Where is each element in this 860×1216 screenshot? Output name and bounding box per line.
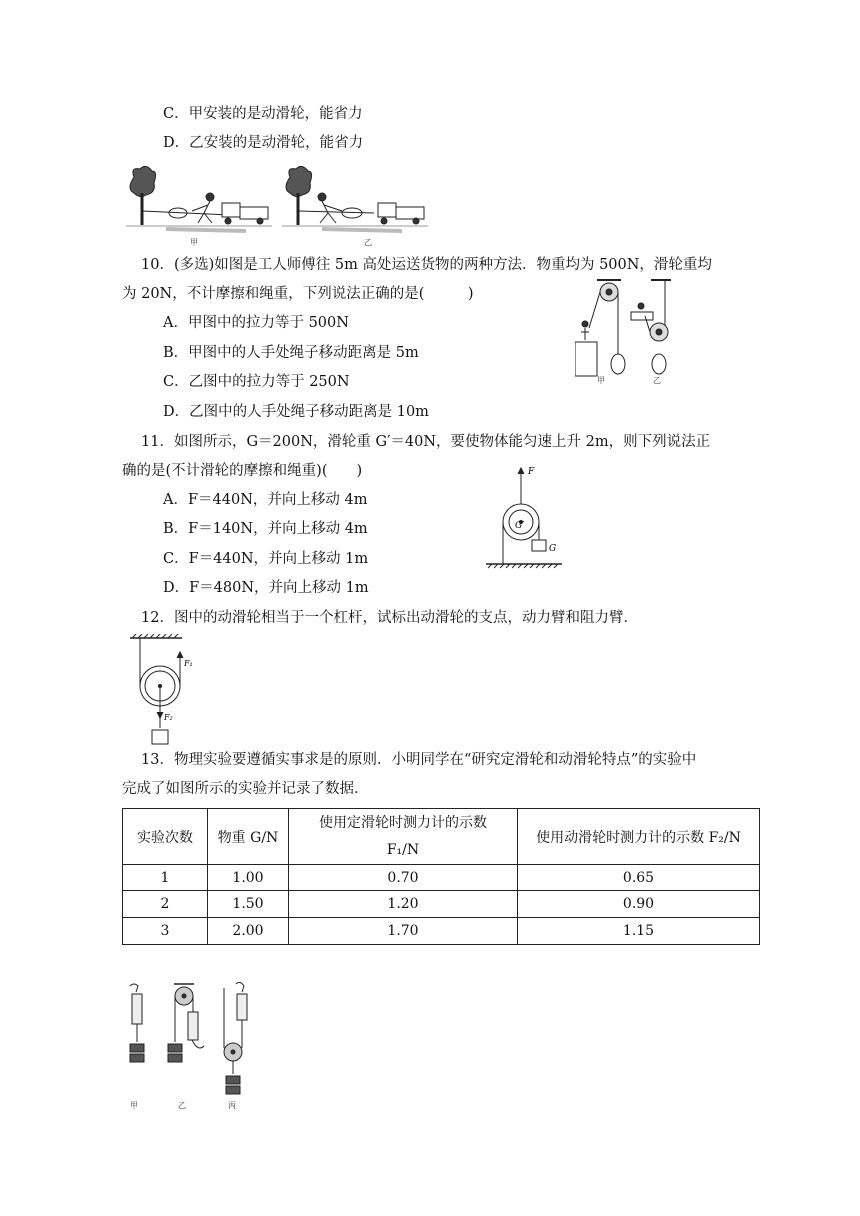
cell-f1: 0.70	[289, 865, 518, 891]
q12-stem: 12．图中的动滑轮相当于一个杠杆，试标出动滑轮的支点，动力臂和阻力臂．	[141, 610, 638, 626]
q13-figure	[124, 982, 254, 1112]
header-weight: 物重 G/N	[208, 809, 289, 865]
q11-option-c: C．F＝440N，并向上移动 1m	[163, 551, 369, 567]
force-label: F	[528, 467, 535, 477]
q10-option-a: A．甲图中的拉力等于 500N	[163, 315, 349, 331]
q11-option-b: B．F＝140N，并向上移动 4m	[163, 521, 368, 537]
q10-label-jia: 甲	[597, 376, 605, 385]
table-row	[123, 865, 760, 891]
q11-option-d: D．F＝480N，并向上移动 1m	[163, 580, 369, 596]
experiment-table	[122, 808, 760, 945]
q11-option-a: A．F＝440N，并向上移动 4m	[163, 492, 368, 508]
q10-figure	[575, 276, 695, 386]
q9-option-c: C．甲安装的是动滑轮，能省力	[163, 106, 363, 122]
pulley-label: G′	[515, 521, 525, 531]
f2-label: F₂	[164, 713, 173, 722]
cell-weight: 2.00	[208, 918, 289, 945]
q9-figure	[126, 165, 432, 247]
cell-trial: 1	[123, 865, 208, 891]
q9-option-d: D．乙安装的是动滑轮，能省力	[163, 135, 364, 151]
header-fixed-pulley	[289, 809, 518, 865]
setup-bing	[224, 982, 247, 1094]
table-row	[123, 891, 760, 918]
setup-jia	[130, 984, 144, 1062]
tree-scene-yi	[282, 166, 428, 231]
q10-option-c: C．乙图中的拉力等于 250N	[163, 374, 350, 390]
q11-stem-line1: 11．如图所示，G＝200N，滑轮重 G′＝40N，要使物体能匀速上升 2m，则下列说法正	[141, 434, 711, 450]
f1-label: F₁	[184, 659, 193, 668]
weight-block	[532, 540, 546, 551]
setup-yi	[168, 984, 204, 1062]
q12-figure	[126, 634, 206, 750]
q11-stem-line2: 确的是(不计滑轮的摩擦和绳重)( )	[122, 463, 363, 479]
cell-f2: 1.15	[518, 918, 760, 945]
cell-f2: 0.65	[518, 865, 760, 891]
table-row	[123, 918, 760, 945]
q10-option-b: B．甲图中的人手处绳子移动距离是 5m	[163, 345, 419, 361]
q9-label-jia: 甲	[190, 238, 198, 247]
q9-label-yi: 乙	[364, 238, 372, 247]
header-fixed-pulley-line2: F₁/N	[386, 841, 420, 858]
q10-option-d: D．乙图中的人手处绳子移动距离是 10m	[163, 404, 429, 420]
q11-figure	[486, 464, 566, 574]
q13-stem-line1: 13．物理实验要遵循实事求是的原则．小明同学在“研究定滑轮和动滑轮特点”的实验中	[141, 752, 697, 768]
fixed-pulley-setup	[575, 280, 625, 376]
q10-label-yi: 乙	[653, 376, 661, 385]
cell-f1: 1.70	[289, 918, 518, 945]
q13-stem-line2: 完成了如图所示的实验并记录了数据．	[122, 781, 369, 797]
header-trial: 实验次数	[123, 809, 208, 865]
table-header-row	[123, 809, 760, 865]
cell-trial: 2	[123, 891, 208, 918]
cell-trial: 3	[123, 918, 208, 945]
movable-pulley-setup	[631, 280, 671, 374]
header-movable-pulley: 使用动滑轮时测力计的示数 F₂/N	[518, 809, 760, 865]
q13-label-jia: 甲	[130, 1101, 138, 1110]
load-block	[152, 730, 168, 744]
cell-weight: 1.00	[208, 865, 289, 891]
q10-stem-line2: 为 20N，不计摩擦和绳重，下列说法正确的是( )	[122, 286, 474, 302]
cell-weight: 1.50	[208, 891, 289, 918]
cell-f1: 1.20	[289, 891, 518, 918]
q13-label-bing: 丙	[228, 1101, 236, 1110]
weight-label: G	[549, 544, 557, 554]
header-fixed-pulley-line1: 使用定滑轮时测力计的示数	[319, 814, 487, 831]
cell-f2: 0.90	[518, 891, 760, 918]
q13-label-yi: 乙	[178, 1101, 186, 1110]
tree-scene-jia	[126, 166, 272, 231]
q10-stem-line1: 10．(多选)如图是工人师傅往 5m 高处运送货物的两种方法．物重均为 500N，滑轮重均	[141, 257, 712, 273]
